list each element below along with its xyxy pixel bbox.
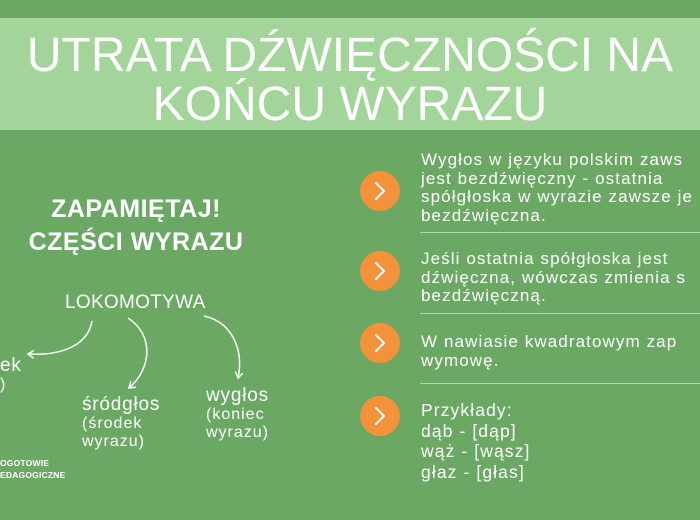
- brand-line-2: EDAGOGICZNE: [0, 470, 66, 480]
- divider: [420, 383, 700, 384]
- rule-final-devoicing: [421, 151, 693, 225]
- rule-line: jest bezdźwięczny - ostatnia: [421, 168, 664, 188]
- word-part-label: wygłos: [206, 385, 269, 406]
- word-part-note: (środek: [82, 415, 143, 432]
- rule-pronunciation-brackets: [421, 333, 677, 370]
- brand-logo-text: [0, 457, 65, 481]
- examples-heading: Przykłady:: [421, 400, 513, 420]
- rule-line: spółgłoska w wyrazie zawsze je: [421, 187, 694, 206]
- rule-line: Jeśli ostatnia spółgłoska jest: [421, 249, 669, 268]
- rule-bullet: [360, 171, 400, 211]
- divider: [420, 232, 700, 233]
- rule-line: wymowę.: [421, 350, 500, 370]
- rule-line: Wygłos w języku polskim zaws: [421, 150, 684, 169]
- word-part-label: ek: [0, 355, 22, 376]
- word-part-label: śródgłos: [82, 394, 161, 415]
- reminder-line-1: ZAPAMIĘTAJ!: [51, 195, 221, 223]
- rule-line: dźwięczna, wówczas zmienia s: [421, 267, 687, 287]
- rule-voiced-consonant: [421, 250, 686, 306]
- chevron-right-icon: [360, 171, 400, 211]
- title-line-2: KOŃCU WYRAZU: [152, 78, 548, 131]
- rule-line: W nawiasie kwadratowym zap: [421, 332, 678, 351]
- example-item: dąb - [dąp]: [421, 420, 517, 441]
- example-item: głaz - [głas]: [421, 461, 525, 482]
- divider: [420, 313, 700, 314]
- chevron-right-icon: [360, 323, 400, 363]
- arrow-to-middle: [128, 318, 147, 388]
- word-part-note: ): [0, 376, 7, 393]
- example-word: LOKOMOTYWA: [65, 292, 206, 313]
- chevron-right-icon: [360, 251, 400, 291]
- word-part-note: wyrazu): [82, 433, 146, 450]
- rule-line: bezdźwięczna.: [421, 205, 547, 225]
- reminder-line-2: CZĘŚCI WYRAZU: [28, 228, 244, 256]
- word-part-middle: [82, 394, 160, 451]
- arrow-to-initial: [28, 321, 92, 354]
- arrow-to-final: [204, 316, 240, 378]
- rule-line: bezdźwięczną.: [421, 286, 547, 305]
- rule-bullet: [360, 396, 400, 436]
- rule-examples: [421, 400, 530, 482]
- word-part-final: [206, 385, 269, 442]
- word-part-note: (koniec: [206, 406, 265, 423]
- brand-line-1: OGOTOWIE: [0, 458, 50, 468]
- word-part-initial: [0, 355, 22, 394]
- rule-bullet: [360, 251, 400, 291]
- rule-bullet: [360, 323, 400, 363]
- example-item: wąż - [wąsz]: [421, 441, 531, 461]
- word-part-note: wyrazu): [206, 424, 270, 441]
- chevron-right-icon: [360, 396, 400, 436]
- title-line-1: UTRATA DŹWIĘCZNOŚCI NA: [26, 29, 674, 82]
